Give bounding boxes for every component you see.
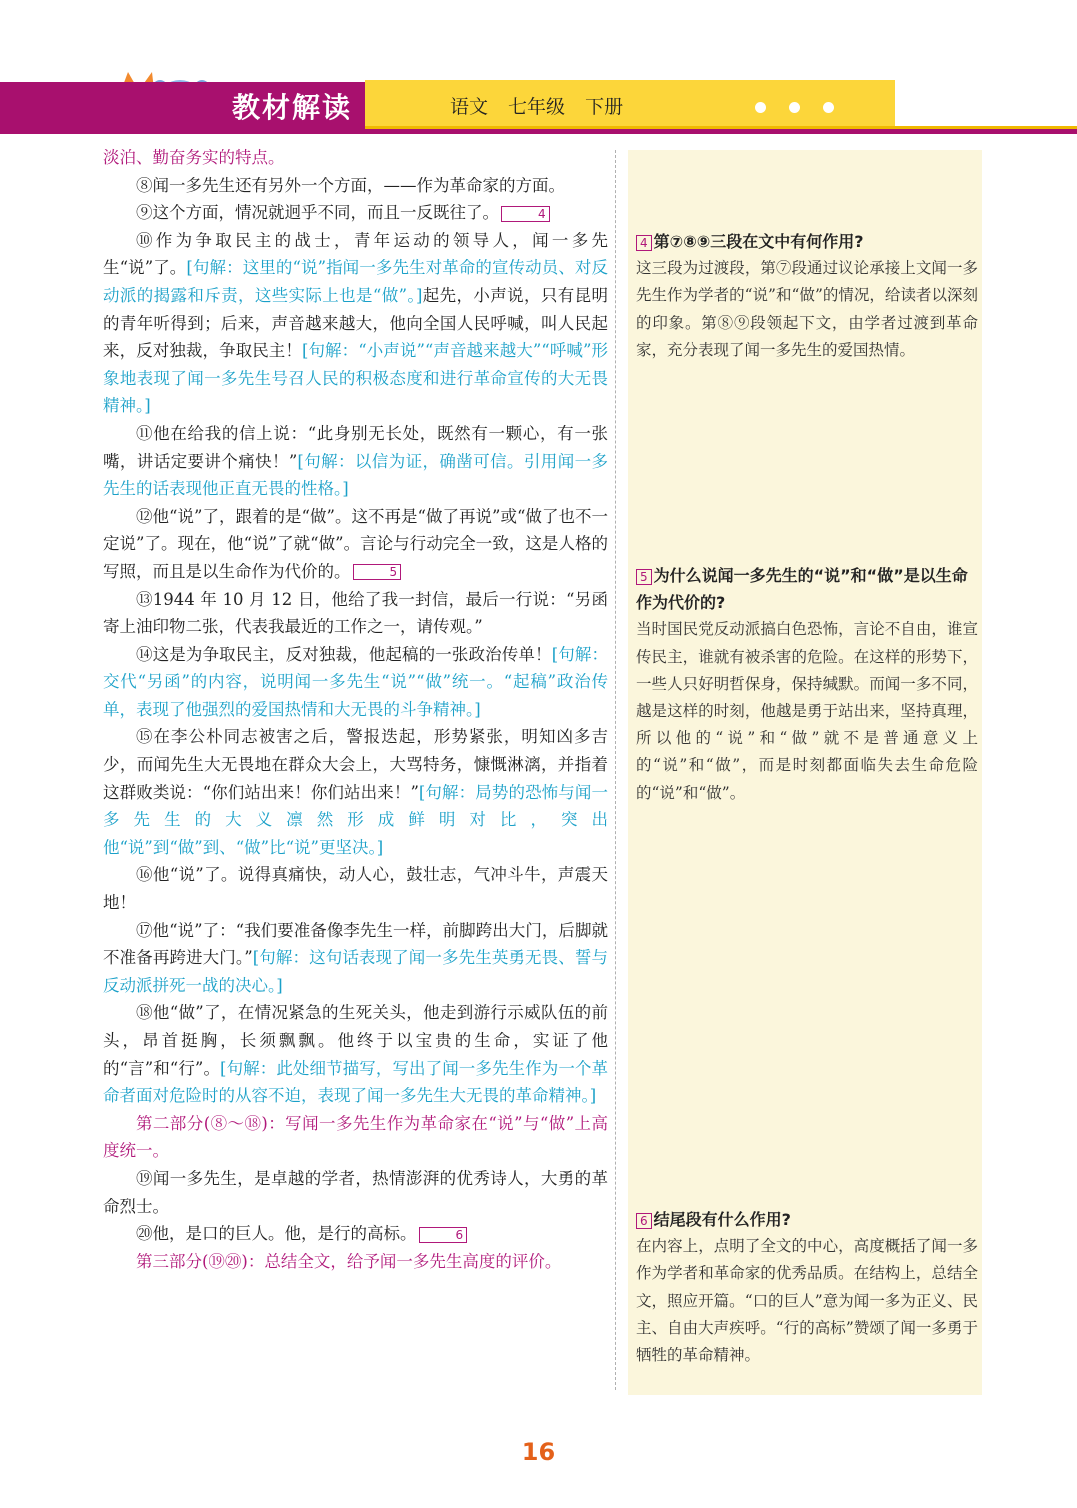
paragraph-8: ⑧闻一多先生还有另外一个方面，——作为革命家的方面。 <box>136 175 565 195</box>
question-text: 结尾段有什么作用? <box>653 1210 791 1229</box>
paragraph-9: ⑨这个方面，情况就迥乎不同，而且一反既往了。 4 <box>103 199 608 227</box>
main-text <box>103 144 608 1275</box>
paragraph-18: ⑱他“做”了，在情况紧急的生死关头，他走到游行示威队伍的前头，昂首挺胸，长须飘飘。他终于以宝贵的生命，实证了他的“言”和“行”。[句解：此处细节描写，写出了闻一多先生作为一个革命者面对危险时的从容不迫，表现了闻一多先生大无畏的革命精神。] <box>103 1003 609 1106</box>
column-divider <box>615 150 616 1390</box>
sentence-note: [句解：局势的恐怖与闻一多先生的大义凛然形成鲜明对比，突出他“说”到“做”到、“做”比“说”更坚决。] <box>103 782 608 857</box>
page-header <box>0 0 1077 140</box>
question-marker-4: 4 <box>501 206 550 222</box>
question-number: 5 <box>636 569 652 585</box>
sentence-note: [句解：交代“另函”的内容，说明闻一多先生“说”“做”统一。“起稿”政治传单，表现了他强烈的爱国热情和大无畏的斗争精神。] <box>103 644 609 719</box>
sentence-note: [句解：这句话表现了闻一多先生英勇无畏、誓与反动派拼死一战的决心。] <box>103 948 609 995</box>
part-summary-3: 第三部分(⑲⑳)：总结全文，给予闻一多先生高度的评价。 <box>136 1251 562 1271</box>
header-rule <box>365 126 1077 129</box>
sidebar-question-4 <box>636 228 978 364</box>
dot-icon <box>789 102 800 113</box>
decorative-dots <box>755 98 857 117</box>
question-marker-5: 5 <box>353 564 402 580</box>
answer-text: 当时国民党反动派搞白色恐怖，言论不自由，谁宣传民主，谁就有被杀害的危险。在这样的形势下，一些人只好明哲保身，保持缄默。而闻一多不同，越是这样的时刻，他越是勇于站出来，坚持真理，所以他的“说”和“做”就不是普通意义上的“说”和“做”，而是时刻都面临失去生命危险的“说”和“做”。 <box>636 620 978 802</box>
question-marker-6: 6 <box>419 1227 468 1243</box>
subject-label: 语文 七年级 下册 <box>450 96 624 118</box>
paragraph-14: ⑭这是为争取民主，反对独裁，他起稿的一张政治传单！[句解：交代“另函”的内容，说明闻一多先生“说”“做”统一。“起稿”政治传单，表现了他强烈的爱国热情和大无畏的斗争精神。] <box>103 644 609 719</box>
paragraph-12: ⑫他“说”了，跟着的是“做”。这不再是“做了再说”或“做了也不一定说”了。现在，他“说”了就“做”。言论与行动完全一致，这是人格的写照，而且是以生命作为代价的。 5 <box>103 506 608 581</box>
sentence-note: [句解：这里的“说”指闻一多先生对革命的宣传动员、对反动派的揭露和斥责，这些实际上也是“做”。] <box>103 258 608 305</box>
paragraph-20: ⑳他，是口的巨人。他，是行的高标。 6 <box>103 1220 608 1248</box>
paragraph-10: ⑩作为争取民主的战士，青年运动的领导人，闻一多先生“说”了。[句解：这里的“说”指闻一多先生对革命的宣传动员、对反动派的揭露和斥责，这些实际上也是“做”。]起先，小声说，只有昆明的青年听得到；后来，声音越来越大，他向全国人民呼喊，叫人民起来，反对独裁，争取民主！[句解：“小声说”“声音越来越大”“呼喊”形象地表现了闻一多先生号召人民的积极态度和进行革命宣传的大无畏精神。] <box>103 230 608 416</box>
page-number: 16 <box>521 1438 556 1466</box>
sentence-note: [句解：“小声说”“声音越来越大”“呼喊”形象地表现了闻一多先生号召人民的积极态度和进行革命宣传的大无畏精神。] <box>103 341 608 416</box>
question-text: 第⑦⑧⑨三段在文中有何作用? <box>653 232 864 251</box>
answer-text: 在内容上，点明了全文的中心，高度概括了闻一多作为学者和革命家的优秀品质。在结构上，总结全文，照应开篇。“口的巨人”意为闻一多为正义、民主、自由大声疾呼。“行的高标”赞颂了闻一多勇于牺牲的革命精神。 <box>636 1237 978 1365</box>
paragraph-15: ⑮在李公朴同志被害之后，警报迭起，形势紧张，明知凶多吉少，而闻先生大无畏地在群众大会上，大骂特务，慷慨淋漓，并指着这群败类说：“你们站出来！你们站出来！”[句解：局势的恐怖与闻一多先生的大义凛然形成鲜明对比，突出他“说”到“做”到、“做”比“说”更坚决。] <box>103 727 608 857</box>
dot-icon <box>823 102 834 113</box>
sidebar-question-6 <box>636 1206 978 1369</box>
sentence-note: [句解：此处细节描写，写出了闻一多先生作为一个革命者面对危险时的从容不迫，表现了闻一多先生大无畏的革命精神。] <box>103 1058 609 1106</box>
paragraph-16: ⑯他“说”了。说得真痛快，动人心，鼓壮志，气冲斗牛，声震天地！ <box>103 865 608 913</box>
paragraph-11: ⑪他在给我的信上说：“此身别无长处，既然有一颗心，有一张嘴，讲话定要讲个痛快！”[句解：以信为证，确凿可信。引用闻一多先生的话表现他正直无畏的性格。] <box>103 423 609 499</box>
question-text: 为什么说闻一多先生的“说”和“做”是以生命作为代价的? <box>636 566 968 613</box>
paragraph-17: ⑰他“说”了：“我们要准备像李先生一样，前脚跨出大门，后脚就不准备再跨进大门。”[句解：这句话表现了闻一多先生英勇无畏、誓与反动派拼死一战的决心。] <box>103 920 609 995</box>
sidebar-question-5 <box>636 562 978 807</box>
dot-icon <box>755 102 766 113</box>
sentence-note: [句解：以信为证，确凿可信。引用闻一多先生的话表现他正直无畏的性格。] <box>103 451 609 499</box>
paragraph-13: ⑬1944 年 10 月 12 日，他给了我一封信，最后一行说：“另函寄上油印物二张，代表我最近的工作之一，请传观。” <box>103 589 608 637</box>
question-number: 6 <box>636 1213 652 1229</box>
question-number: 4 <box>636 235 652 251</box>
paragraph-19: ⑲闻一多先生，是卓越的学者，热情澎湃的优秀诗人，大勇的革命烈士。 <box>103 1168 608 1216</box>
part-summary-2: 第二部分(⑧～⑱)：写闻一多先生作为革命家在“说”与“做”上高度统一。 <box>103 1113 608 1161</box>
paragraph: 淡泊、勤奋务实的特点。 <box>103 148 285 167</box>
answer-text: 这三段为过渡段，第⑦段通过议论承接上文闻一多先生作为学者的“说”和“做”的情况，给读者以深刻的印象。第⑧⑨段领起下文，由学者过渡到革命家，充分表现了闻一多先生的爱国热情。 <box>636 259 978 359</box>
section-title: 教材解读 <box>232 91 353 124</box>
